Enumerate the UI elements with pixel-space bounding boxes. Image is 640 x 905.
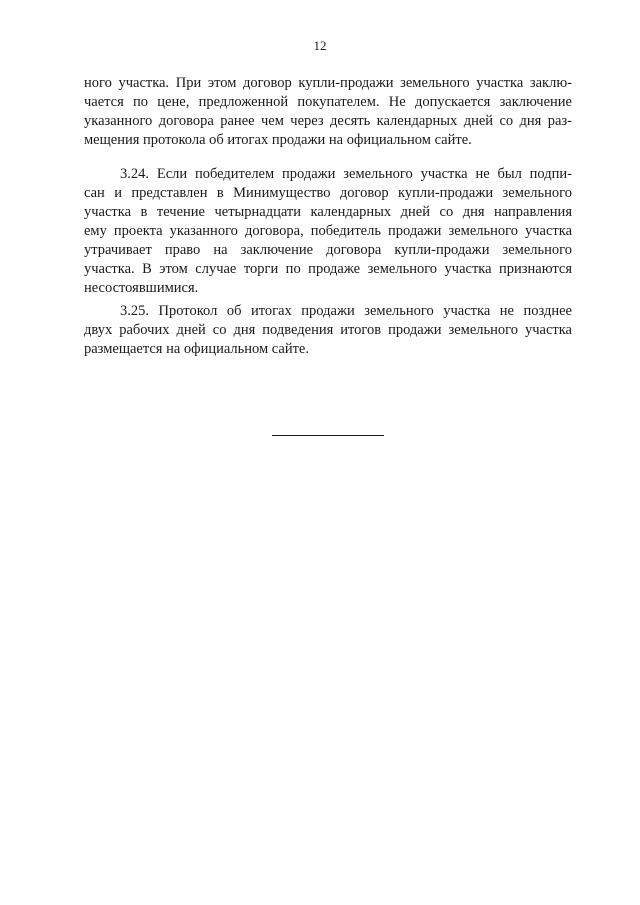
paragraph-line: мещения протокола об итогах продажи на официальном сайте. bbox=[84, 132, 472, 148]
paragraph-clause-3-24 bbox=[84, 165, 572, 298]
paragraph-line: утрачивает право на заключение договора купли-продажи земельного bbox=[84, 242, 572, 258]
paragraph-line: несостоявшимися. bbox=[84, 280, 199, 296]
paragraph-clause-3-25 bbox=[84, 302, 572, 359]
paragraph-line: участка в течение четырнадцати календарных дней со дня направления bbox=[84, 204, 572, 220]
paragraph-line: сан и представлен в Минимущество договор купли-продажи земельного bbox=[84, 185, 572, 201]
end-of-document-rule bbox=[272, 435, 384, 436]
paragraph-line: двух рабочих дней со дня подведения итогов продажи земельного участка bbox=[84, 322, 572, 338]
paragraph-line: 3.24. Если победителем продажи земельного участка не был подпи- bbox=[120, 166, 572, 182]
paragraph-line: ного участка. При этом договор купли-продажи земельного участка заклю- bbox=[84, 75, 572, 91]
paragraph-continuation bbox=[84, 74, 572, 150]
paragraph-line: 3.25. Протокол об итогах продажи земельного участка не позднее bbox=[120, 303, 572, 319]
page-number: 12 bbox=[313, 38, 327, 53]
paragraph-line: чается по цене, предложенной покупателем. Не допускается заключение bbox=[84, 94, 572, 110]
paragraph-line: размещается на официальном сайте. bbox=[84, 341, 309, 357]
paragraph-line: участка. В этом случае торги по продаже земельного участка признаются bbox=[84, 261, 572, 277]
paragraph-line: указанного договора ранее чем через десять календарных дней со дня раз- bbox=[84, 113, 572, 129]
paragraph-line: ему проекта указанного договора, победитель продажи земельного участка bbox=[84, 223, 572, 239]
